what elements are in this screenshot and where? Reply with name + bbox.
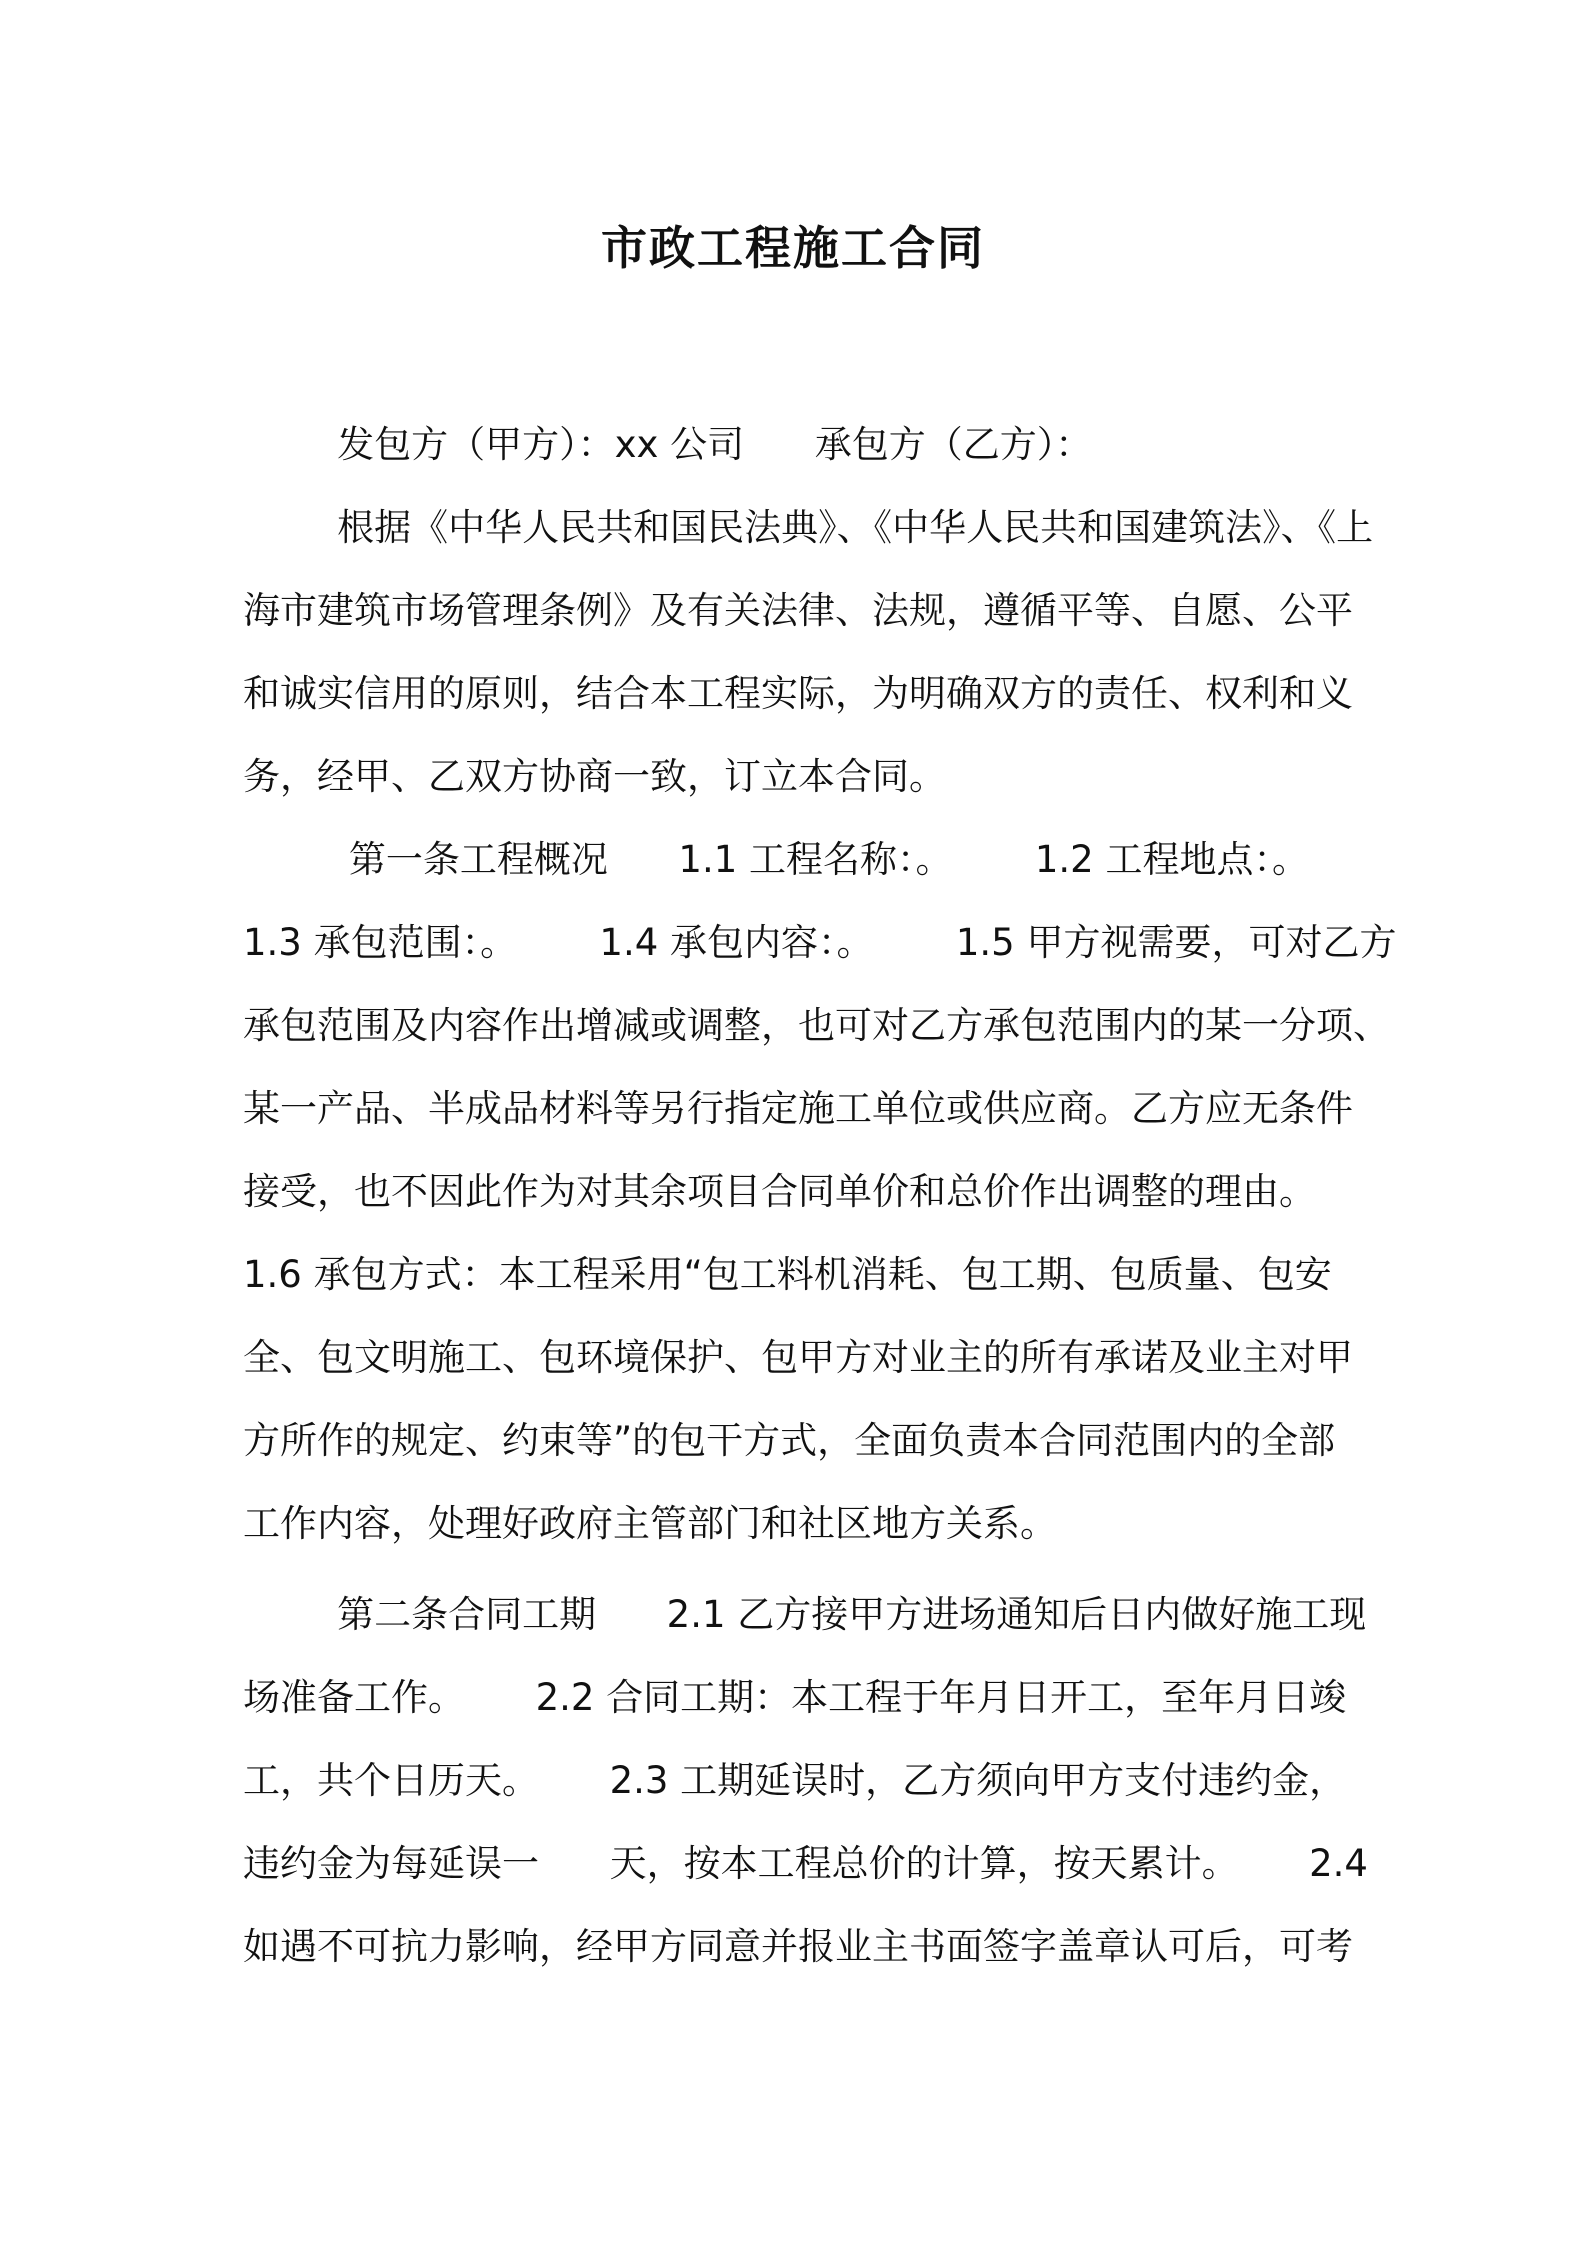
text-line: 工，共个日历天。 2.3 工期延误时，乙方须向甲方支付违约金， [243, 1759, 1347, 1802]
text-line: 场准备工作。 2.2 合同工期：本工程于年月日开工，至年月日竣 [243, 1676, 1347, 1719]
text-line: 和诚实信用的原则，结合本工程实际，为明确双方的责任、权利和义 [243, 672, 1353, 715]
document-body [243, 403, 1397, 1988]
text-line: 违约金为每延误一 天，按本工程总价的计算，按天累计。 2.4 [243, 1842, 1368, 1885]
text-line: 第二条合同工期 2.1 乙方接甲方进场通知后日内做好施工现 [243, 1593, 1367, 1636]
text-line: 第一条工程概况 1.1 工程名称：。 1.2 工程地点：。 [243, 838, 1309, 881]
text-line: 1.3 承包范围：。 1.4 承包内容：。 1.5 甲方视需要，可对乙方 [243, 921, 1397, 964]
document-title: 市政工程施工合同 [601, 221, 985, 275]
text-line: 根据《中华人民共和国民法典》、《中华人民共和国建筑法》、《上 [243, 506, 1374, 549]
text-line: 如遇不可抗力影响，经甲方同意并报业主书面签字盖章认可后，可考 [243, 1925, 1353, 1968]
text-line: 全、包文明施工、包环境保护、包甲方对业主的所有承诺及业主对甲 [243, 1336, 1353, 1379]
party-line: 发包方（甲方）：xx 公司 承包方（乙方）： [243, 423, 1093, 466]
text-line: 某一产品、半成品材料等另行指定施工单位或供应商。乙方应无条件 [243, 1087, 1353, 1130]
text-line: 承包范围及内容作出增减或调整，也可对乙方承包范围内的某一分项、 [243, 1004, 1390, 1047]
text-line: 务，经甲、乙双方协商一致，订立本合同。 [243, 755, 946, 798]
text-line: 工作内容，处理好政府主管部门和社区地方关系。 [243, 1502, 1057, 1545]
text-line: 海市建筑市场管理条例》及有关法律、法规，遵循平等、自愿、公平 [243, 589, 1353, 632]
text-line: 1.6 承包方式：本工程采用“包工料机消耗、包工期、包质量、包安 [243, 1253, 1332, 1296]
text-line: 接受，也不因此作为对其余项目合同单价和总价作出调整的理由。 [243, 1170, 1316, 1213]
text-line: 方所作的规定、约束等”的包干方式，全面负责本合同范围内的全部 [243, 1419, 1336, 1462]
